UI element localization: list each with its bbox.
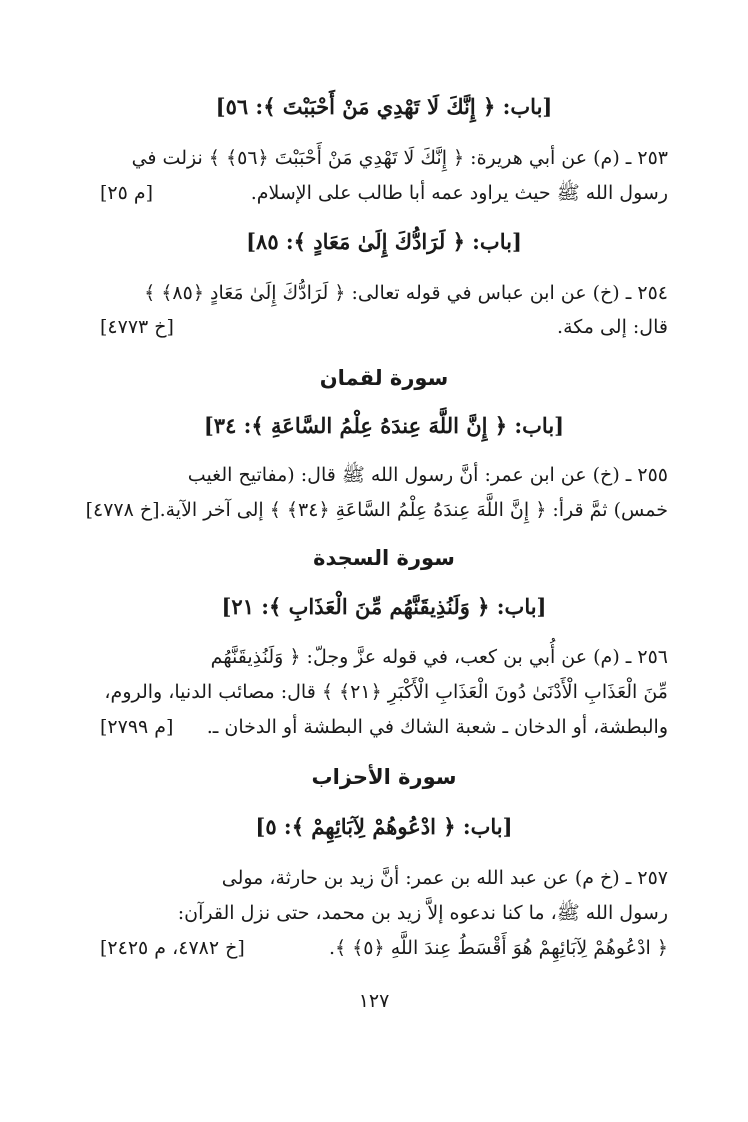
source-reference: [خ ٤٧٧٨] [85,499,160,521]
hadith-line: ٢٥٦ ـ (م) عن أُبي بن كعب، في قوله عزَّ وجلّ: ﴿ وَلَنُذِيقَنَّهُم [210,646,668,668]
source-reference: [م ٢٧٩٩] [100,716,174,738]
hadith-line: ٢٥٧ ـ (خ م) عن عبد الله بن عمر: أنَّ زيد بن حارثة، مولى [221,867,668,889]
surah-title: سورة الأحزاب [311,765,457,789]
hadith-line: ٢٥٣ ـ (م) عن أبي هريرة: ﴿ إِنَّكَ لَا تَهْدِي مَنْ أَحْبَبْتَ ﴿٥٦﴾ ﴾ نزلت في [131,147,668,169]
hadith-line: خمس) ثمَّ قرأ: ﴿ إِنَّ اللَّهَ عِندَهُ عِلْمُ السَّاعَةِ ﴿٣٤﴾ ﴾ إلى آخر الآية. [159,499,668,521]
hadith-line: ﴿ ادْعُوهُمْ لِآبَائِهِمْ هُوَ أَقْسَطُ عِندَ اللَّهِ ﴿٥﴾ ﴾. [328,937,668,959]
source-reference: [خ ٤٧٨٢، م ٢٤٢٥] [100,937,245,959]
hadith-line-with-ref [85,495,668,525]
chapter-heading: [باب: ﴿ لَرَادُّكَ إِلَىٰ مَعَادٍ ﴾: ٨٥] [246,229,522,254]
surah-title: سورة لقمان [319,366,449,390]
hadith-line-with-ref [100,933,668,963]
hadith-line-with-ref [100,178,668,208]
chapter-heading: [باب: ﴿ وَلَنُذِيقَنَّهُم مِّنَ الْعَذَابِ ﴾: ٢١] [221,594,547,619]
chapter-heading: [باب: ﴿ ادْعُوهُمْ لِآبَائِهِمْ ﴾: ٥] [255,814,513,839]
hadith-line: ٢٥٥ ـ (خ) عن ابن عمر: أنَّ رسول الله ﷺ قال: (مفاتيح الغيب [187,464,668,486]
chapter-heading: [باب: ﴿ إِنَّكَ لَا تَهْدِي مَنْ أَحْبَبْتَ ﴾: ٥٦] [215,94,553,119]
source-reference: [م ٢٥] [100,182,154,204]
source-reference: [خ ٤٧٧٣] [100,316,174,338]
hadith-line: والبطشة، أو الدخان ـ شعبة الشاك في البطشة أو الدخان ـ. [206,716,668,738]
hadith-line: قال: إلى مكة. [557,316,668,338]
page-number: ١٢٧ [358,990,390,1012]
surah-title: سورة السجدة [313,546,455,570]
chapter-heading: [باب: ﴿ إِنَّ اللَّهَ عِندَهُ عِلْمُ السَّاعَةِ ﴾: ٣٤] [203,413,565,438]
hadith-line: رسول الله ﷺ حيث يراود عمه أبا طالب على الإسلام. [250,182,668,204]
hadith-line-with-ref [100,312,668,342]
hadith-line: مِّنَ الْعَذَابِ الْأَدْنَىٰ دُونَ الْعَذَابِ الْأَكْبَرِ ﴿٢١﴾ ﴾ قال: مصائب الدنيا، والروم، [104,681,668,703]
hadith-line: ٢٥٤ ـ (خ) عن ابن عباس في قوله تعالى: ﴿ لَرَادُّكَ إِلَىٰ مَعَادٍ ﴿٨٥﴾ ﴾ [144,282,668,304]
hadith-line-with-ref [100,712,668,742]
hadith-line: رسول الله ﷺ، ما كنا ندعوه إلاَّ زيد بن محمد، حتى نزل القرآن: [177,902,668,924]
